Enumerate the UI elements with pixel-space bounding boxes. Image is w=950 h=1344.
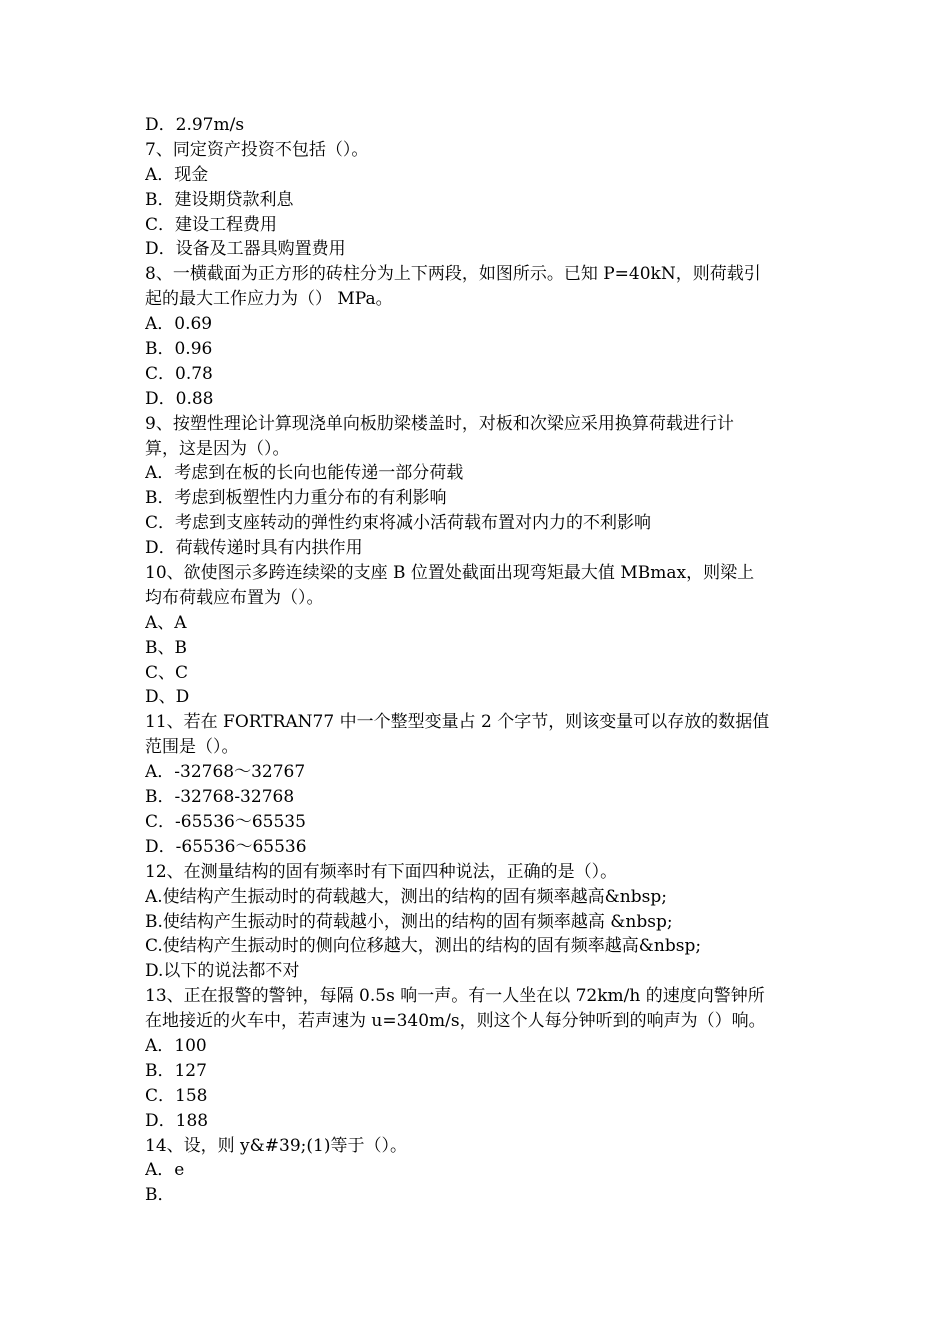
question-8: 8、一横截面为正方形的砖柱分为上下两段，如图所示。已知 P=40kN，则荷载引 (145, 264, 761, 285)
question-10-continued: 均布荷载应布置为（）。 (145, 587, 324, 608)
option-line: B．-32768-32768 (145, 787, 295, 808)
option-line: D．设备及工器具购置费用 (145, 239, 346, 260)
option-line: B．建设期贷款利息 (145, 189, 294, 210)
question-11: 11、若在 FORTRAN77 中一个整型变量占 2 个字节，则该变量可以存放的数据值 (145, 712, 770, 733)
option-line: C．建设工程费用 (145, 214, 278, 235)
option-line: A.使结构产生振动时的荷载越大，测出的结构的固有频率越高&nbsp; (145, 886, 667, 907)
question-7: 7、同定资产投资不包括（）。 (145, 139, 369, 160)
question-8-continued: 起的最大工作应力为（） MPa。 (145, 289, 393, 310)
option-line: B.使结构产生振动时的荷载越小，测出的结构的固有频率越高 &nbsp; (145, 911, 673, 932)
question-11-continued: 范围是（）。 (145, 737, 239, 758)
option-line: D.以下的说法都不对 (145, 961, 300, 982)
document-page (145, 113, 810, 1208)
option-line: D．荷载传递时具有内拱作用 (145, 538, 363, 559)
question-9: 9、按塑性理论计算现浇单向板肋梁楼盖时，对板和次梁应采用换算荷载进行计 (145, 413, 734, 434)
option-line: C．-65536～65535 (145, 811, 306, 832)
option-line: C.使结构产生振动时的侧向位移越大，测出的结构的固有频率越高&nbsp; (145, 936, 702, 957)
option-line: A．考虑到在板的长向也能传递一部分荷载 (145, 463, 464, 484)
option-line: D、D (145, 687, 190, 708)
option-line: D．188 (145, 1110, 209, 1131)
option-line: A．-32768～32767 (145, 762, 306, 783)
option-line: D．-65536～65536 (145, 836, 307, 857)
question-9-continued: 算，这是因为（）。 (145, 438, 290, 459)
question-13-continued: 在地接近的火车中，若声速为 u=340m/s，则这个人每分钟听到的响声为（）响。 (145, 1011, 766, 1032)
option-line: C．考虑到支座转动的弹性约束将减小活荷载布置对内力的不利影响 (145, 513, 652, 534)
text-line: D．2.97m/s (145, 115, 245, 135)
option-line: A．0.69 (145, 314, 213, 335)
option-line: B． (145, 1185, 175, 1206)
question-13: 13、正在报警的警钟，每隔 0.5s 响一声。有一人坐在以 72km/h 的速度向警钟所 (145, 986, 765, 1007)
option-line: C、C (145, 662, 189, 683)
option-line: A、A (145, 612, 187, 633)
option-line: B．127 (145, 1060, 207, 1081)
option-line: B、B (145, 637, 187, 658)
option-line: A．现金 (145, 164, 209, 185)
option-line: C．158 (145, 1085, 208, 1106)
option-line: B．0.96 (145, 339, 213, 360)
option-line: A．e (145, 1160, 185, 1181)
option-line: D．0.88 (145, 388, 214, 409)
option-line: A．100 (145, 1035, 207, 1056)
question-14: 14、设，则 y&#39;(1)等于（）。 (145, 1135, 407, 1156)
question-12: 12、在测量结构的固有频率时有下面四种说法，正确的是（）。 (145, 861, 618, 882)
option-line: B．考虑到板塑性内力重分布的有利影响 (145, 488, 447, 509)
question-10: 10、欲使图示多跨连续梁的支座 B 位置处截面出现弯矩最大值 MBmax，则梁上 (145, 563, 755, 584)
option-line: C．0.78 (145, 363, 213, 384)
